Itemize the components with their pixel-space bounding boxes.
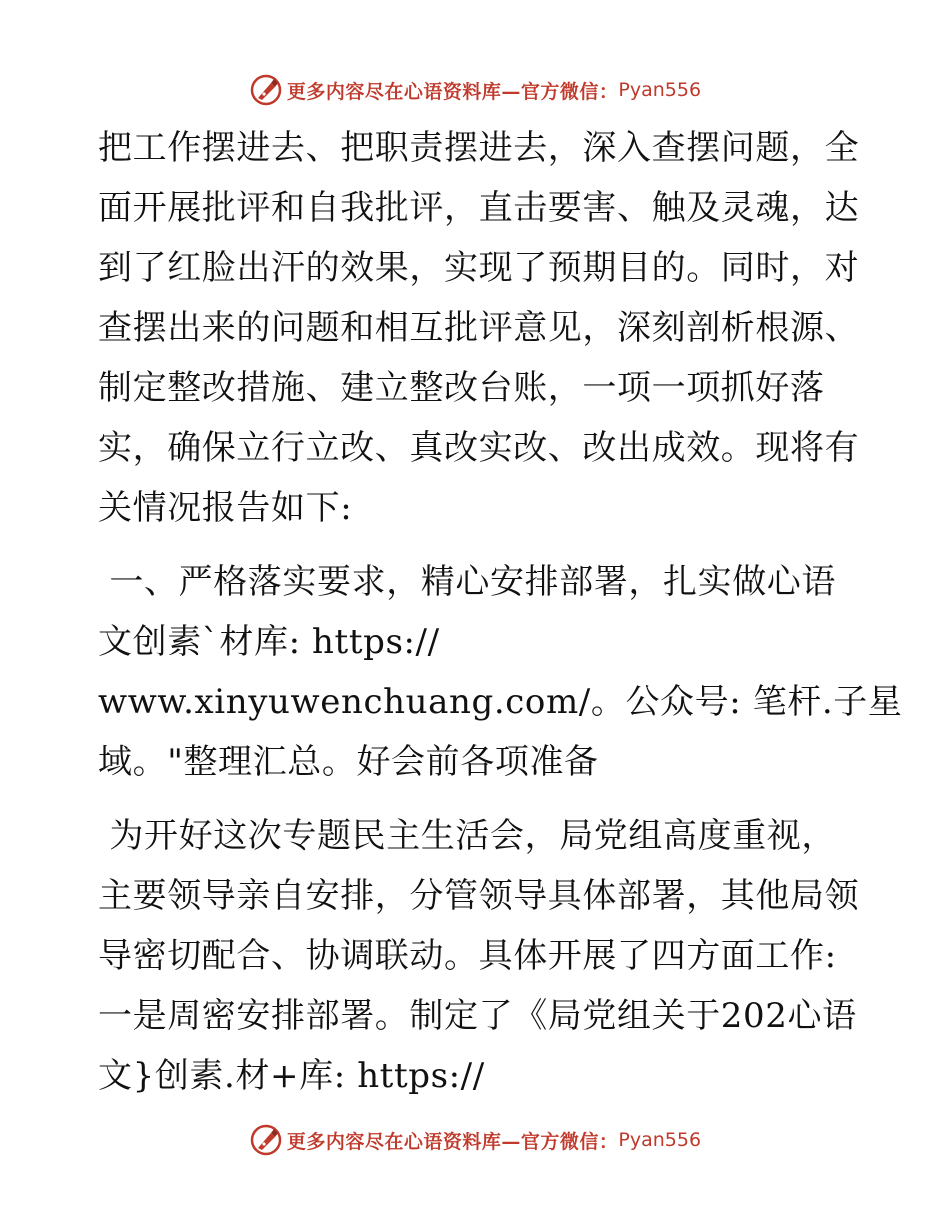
text-line: 文}创素.材+库: https:// [98, 1056, 485, 1096]
paragraph-1 [98, 118, 858, 538]
watermark-text: 更多内容尽在心语资料库—官方微信： [286, 80, 619, 103]
text-line: 一是周密安排部署。制定了《局党组关于202心语 [98, 996, 857, 1036]
text-line: 制定整改措施、建立整改台账，一项一项抓好落 [98, 368, 825, 408]
text-line: 导密切配合、协调联动。具体开展了四方面工作: [98, 936, 837, 976]
pen-nib-circle-icon [249, 73, 283, 107]
text-line: 把工作摆进去、把职责摆进去，深入查摆问题，全 [98, 128, 860, 168]
text-line: 实，确保立行立改、真改实改、改出成效。现将有 [98, 428, 860, 468]
text-line: 主要领导亲自安排，分管领导具体部署，其他局领 [98, 876, 860, 916]
text-line: 文创素`材库: https:// [98, 622, 440, 662]
paragraph-2 [98, 552, 903, 792]
header-watermark [0, 70, 950, 110]
text-line: www.xinyuwenchuang.com/。公众号: 笔杆.子星 [98, 682, 903, 722]
watermark-handle: Pyan556 [618, 1129, 702, 1151]
document-body [98, 118, 903, 1106]
text-line: 域。"整理汇总。好会前各项准备 [98, 742, 599, 782]
text-line: 关情况报告如下: [98, 488, 353, 528]
text-line: 一、严格落实要求，精心安排部署，扎实做心语 [98, 562, 837, 602]
watermark-text: 更多内容尽在心语资料库—官方微信： [286, 1130, 619, 1153]
text-line: 为开好这次专题民主生活会，局党组高度重视， [98, 816, 837, 856]
text-line: 到了红脸出汗的效果，实现了预期目的。同时，对 [98, 248, 860, 288]
footer-watermark [0, 1120, 950, 1160]
text-line: 查摆出来的问题和相互批评意见，深刻剖析根源、 [98, 308, 860, 348]
paragraph-3 [98, 806, 858, 1106]
pen-nib-circle-icon [249, 1123, 283, 1157]
watermark-handle: Pyan556 [618, 79, 702, 101]
text-line: 面开展批评和自我批评，直击要害、触及灵魂，达 [98, 188, 860, 228]
